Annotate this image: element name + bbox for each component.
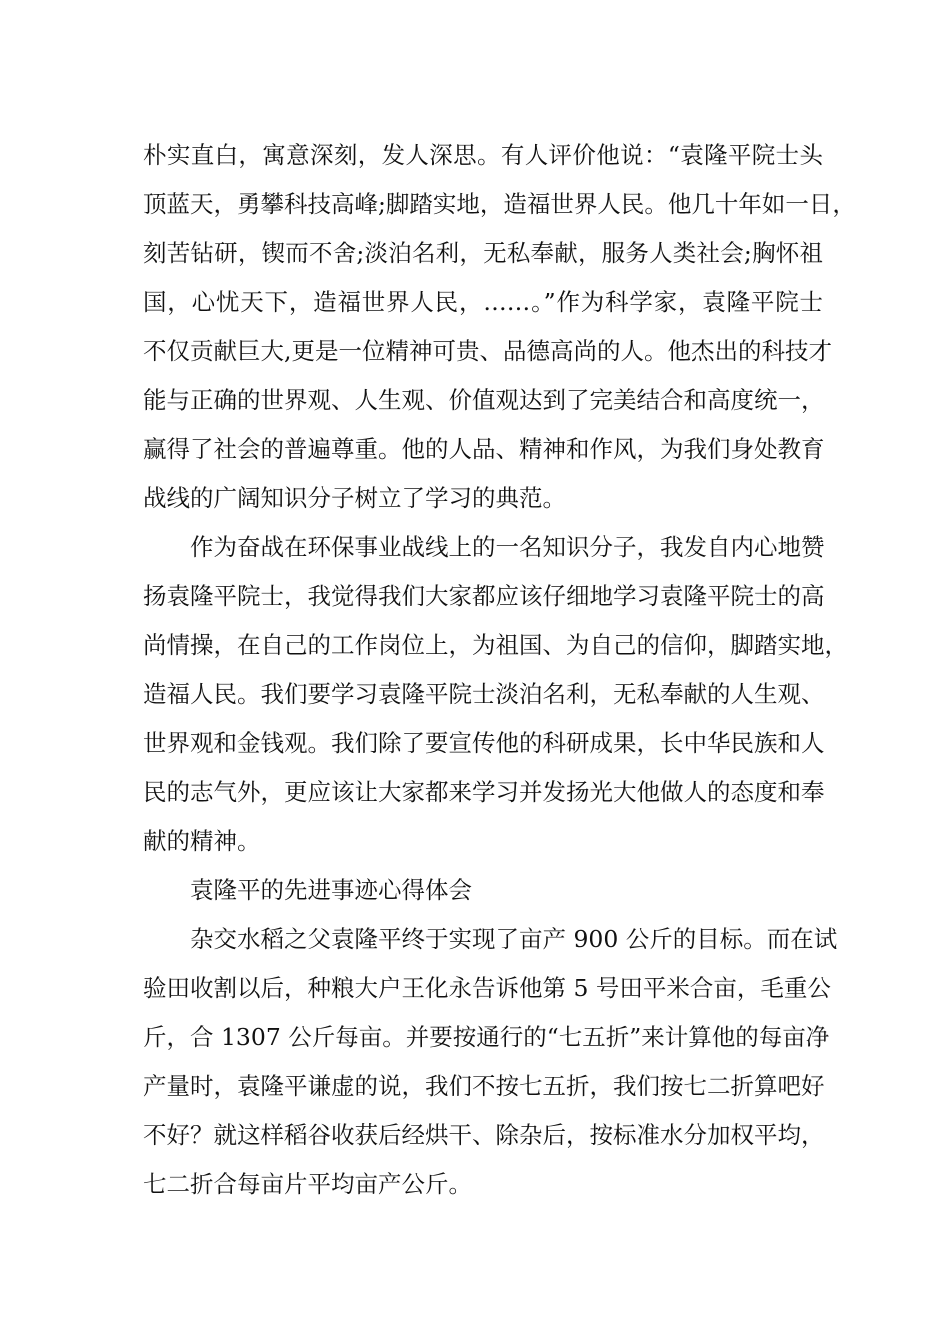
text-line: 造福人民。我们要学习袁隆平院士淡泊名利，无私奉献的人生观、	[143, 680, 825, 708]
paragraph	[143, 866, 823, 915]
text-line: 作为奋战在环保事业战线上的一名知识分子，我发自内心地赞	[190, 533, 825, 561]
paragraph	[143, 131, 856, 523]
text-line: 赢得了社会的普遍尊重。他的人品、精神和作风，为我们身处教育	[143, 435, 825, 463]
text-line: 世界观和金钱观。我们除了要宣传他的科研成果，长中华民族和人	[143, 729, 825, 757]
text-line: 朴实直白，寓意深刻，发人深思。有人评价他说：“袁隆平院士头	[143, 141, 823, 169]
document-body	[143, 131, 856, 1209]
text-line: 验田收割以后，种粮大户王化永告诉他第 5 号田平米合亩，毛重公	[143, 974, 831, 1002]
section-heading: 袁隆平的先进事迹心得体会	[190, 876, 472, 904]
text-line: 刻苦钻研，锲而不舍;淡泊名利，无私奉献，服务人类社会;胸怀祖	[143, 239, 823, 267]
text-line: 能与正确的世界观、人生观、价值观达到了完美结合和高度统一，	[143, 386, 825, 414]
text-line: 顶蓝天，勇攀科技高峰;脚踏实地，造福世界人民。他几十年如一日，	[143, 190, 856, 218]
paragraph	[143, 915, 838, 1209]
text-line: 尚情操，在自己的工作岗位上，为祖国、为自己的信仰，脚踏实地，	[143, 631, 848, 659]
text-line: 不好？就这样稻谷收获后经烘干、除杂后，按标准水分加权平均，	[143, 1121, 825, 1149]
text-line: 民的志气外，更应该让大家都来学习并发扬光大他做人的态度和奉	[143, 778, 825, 806]
text-line: 献的精神。	[143, 827, 261, 855]
text-line: 扬袁隆平院士，我觉得我们大家都应该仔细地学习袁隆平院士的高	[143, 582, 825, 610]
text-line: 杂交水稻之父袁隆平终于实现了亩产 900 公斤的目标。而在试	[190, 925, 838, 953]
text-line: 战线的广阔知识分子树立了学习的典范。	[143, 484, 566, 512]
text-line: 国，心忧天下，造福世界人民，……。”作为科学家，袁隆平院士	[143, 288, 823, 316]
text-line: 斤，合 1307 公斤每亩。并要按通行的“七五折”来计算他的每亩净	[143, 1023, 830, 1051]
paragraph	[143, 523, 848, 866]
text-line: 产量时，袁隆平谦虚的说，我们不按七五折，我们按七二折算吧好	[143, 1072, 825, 1100]
text-line: 七二折合每亩片平均亩产公斤。	[143, 1170, 472, 1198]
text-line: 不仅贡献巨大,更是一位精神可贵、品德高尚的人。他杰出的科技才	[143, 337, 832, 365]
